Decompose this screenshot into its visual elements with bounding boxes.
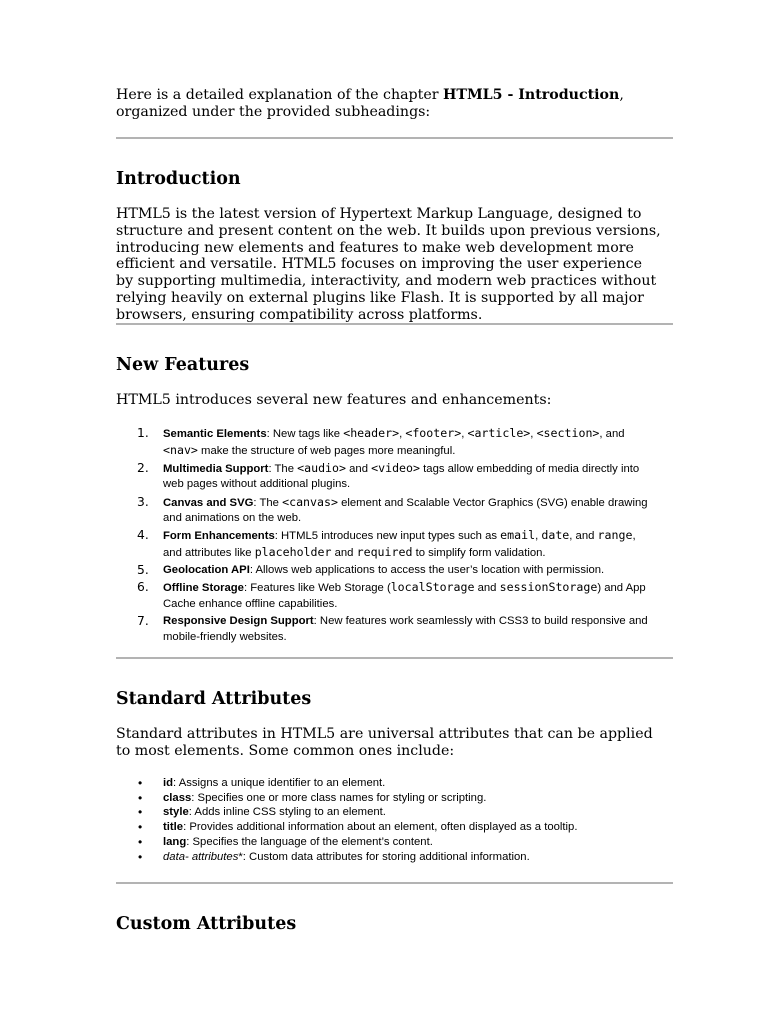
code-term: <canvas>: [282, 494, 338, 509]
code-term: date: [541, 528, 570, 543]
list-item: [116, 495, 656, 527]
feature-title: Semantic Elements: [163, 428, 267, 440]
list-number: 2.: [137, 460, 149, 475]
list-item: [116, 461, 656, 493]
list-item: [116, 528, 656, 561]
feature-text: : The: [253, 496, 283, 509]
attribute-description: : Provides additional information about an element, often displayed as a tooltip.: [183, 821, 578, 834]
code-term: sessionStorage: [499, 580, 598, 595]
list-item: [116, 614, 656, 645]
code-term: <video>: [371, 460, 421, 475]
list-number: 7.: [137, 614, 149, 629]
feature-title: Responsive Design Support: [163, 615, 314, 628]
heading-new-features: New Features: [116, 355, 250, 375]
feature-title: Multimedia Support: [163, 462, 269, 475]
new-features-list: [116, 426, 656, 647]
feature-text: : New tags like: [266, 428, 344, 440]
list-item: [116, 791, 577, 806]
feature-text: and: [346, 462, 372, 475]
feature-text: ,: [530, 428, 537, 440]
chapter-title: HTML5 - Introduction: [443, 87, 620, 103]
divider: [116, 137, 673, 139]
bullet-icon: •: [138, 834, 143, 849]
attribute-description: : Adds inline CSS styling to an element.: [188, 806, 386, 819]
feature-text: element and Scalable Vector Graphics (SVG) enable drawing and animations on the web.: [163, 496, 648, 525]
code-term: <audio>: [297, 460, 346, 475]
feature-text: : The: [268, 462, 298, 475]
attribute-name: id: [163, 777, 174, 789]
list-item: [116, 580, 656, 612]
list-item: [116, 820, 577, 835]
intro-text-pre: Here is a detailed explanation of the chapter: [116, 87, 444, 103]
new-features-lead: HTML5 introduces several new features and enhancements:: [116, 392, 552, 408]
code-term: placeholder: [254, 544, 332, 559]
standard-attributes-lead: Standard attributes in HTML5 are universal attributes that can be applied to most elements. Some common ones include:: [116, 726, 653, 759]
feature-text: ,: [535, 530, 542, 543]
attribute-name: title: [163, 821, 184, 834]
list-number: 5.: [137, 563, 149, 578]
feature-text: : Features like Web Storage (: [243, 582, 391, 595]
list-item: [116, 776, 577, 791]
feature-title: Form Enhancements: [163, 530, 275, 543]
feature-text: , and: [569, 530, 598, 543]
feature-title: Offline Storage: [163, 582, 244, 595]
feature-text: and: [331, 546, 357, 559]
heading-custom-attributes: Custom Attributes: [116, 914, 297, 934]
feature-text: : HTML5 introduces new input types such as: [274, 530, 501, 543]
bullet-icon: •: [138, 805, 143, 820]
feature-text: to simplify form validation.: [412, 546, 546, 559]
code-term: localStorage: [390, 580, 475, 595]
heading-introduction: Introduction: [116, 169, 241, 189]
feature-text: : New features work seamlessly with CSS3 to build responsive and mobile-friendly websites.: [163, 615, 648, 643]
code-term: <nav>: [163, 442, 198, 457]
bullet-icon: •: [138, 790, 143, 805]
list-number: 6.: [137, 580, 149, 595]
list-number: 4.: [137, 528, 149, 543]
heading-standard-attributes: Standard Attributes: [116, 689, 312, 709]
feature-text: ) and App Cache enhance offline capabilities.: [163, 582, 646, 610]
attribute-name: lang: [163, 835, 187, 848]
feature-text: ,: [399, 428, 406, 440]
intro-text-post: , organized under the provided subheadings:: [116, 87, 624, 120]
code-term: <footer>: [405, 426, 462, 440]
feature-text: make the structure of web pages more meaningful.: [197, 444, 456, 457]
list-item: [116, 805, 577, 820]
divider: [116, 657, 673, 659]
bullet-icon: •: [138, 820, 143, 835]
attribute-name: class: [163, 791, 192, 804]
attribute-description: : Assigns a unique identifier to an element.: [173, 777, 386, 789]
feature-text: : Allows web applications to access the user’s location with permission.: [249, 564, 605, 577]
list-item: [116, 426, 656, 459]
divider: [116, 882, 673, 884]
feature-text: tags allow embedding of media directly into web pages without additional plugins.: [163, 462, 640, 491]
standard-attributes-list: [116, 776, 577, 864]
code-term: <article>: [467, 426, 531, 440]
feature-title: Canvas and SVG: [163, 496, 254, 509]
feature-title: Geolocation API: [163, 564, 250, 577]
feature-text: and: [474, 582, 500, 595]
feature-text: , and: [599, 428, 625, 440]
bullet-icon: •: [138, 849, 143, 864]
attribute-name: style: [163, 806, 189, 819]
code-term: <section>: [536, 426, 600, 440]
feature-text: ,: [461, 428, 468, 440]
code-term: <header>: [343, 426, 400, 440]
attribute-name: data- attributes: [163, 850, 239, 863]
code-term: range: [597, 528, 633, 543]
attribute-description: : Specifies one or more class names for styling or scripting.: [191, 791, 487, 804]
list-item: [116, 850, 577, 865]
list-number: 3.: [137, 494, 149, 509]
divider: [116, 323, 673, 325]
code-term: email: [500, 528, 536, 543]
feature-text: , and attributes like: [163, 530, 636, 559]
intro-paragraph: [116, 87, 656, 121]
list-number: 1.: [137, 426, 149, 440]
list-item: [116, 563, 656, 579]
introduction-paragraph: HTML5 is the latest version of Hypertext Markup Language, designed to structure and present content on the web. It builds upon previous versions, introducing new elements and features to make web development more efficient and versatile. HTML5 focuses on improving the user experience by supporting multimedia, interactivity, and modern web practices without relying heavily on external plugins like Flash. It is supported by all major browsers, ensuring compatibility across platforms.: [116, 206, 661, 323]
attribute-description: : Specifies the language of the element’s content.: [186, 835, 433, 848]
bullet-icon: •: [138, 776, 143, 790]
code-term: required: [356, 544, 413, 559]
list-item: [116, 835, 577, 850]
attribute-description: *: Custom data attributes for storing additional information.: [238, 850, 530, 863]
